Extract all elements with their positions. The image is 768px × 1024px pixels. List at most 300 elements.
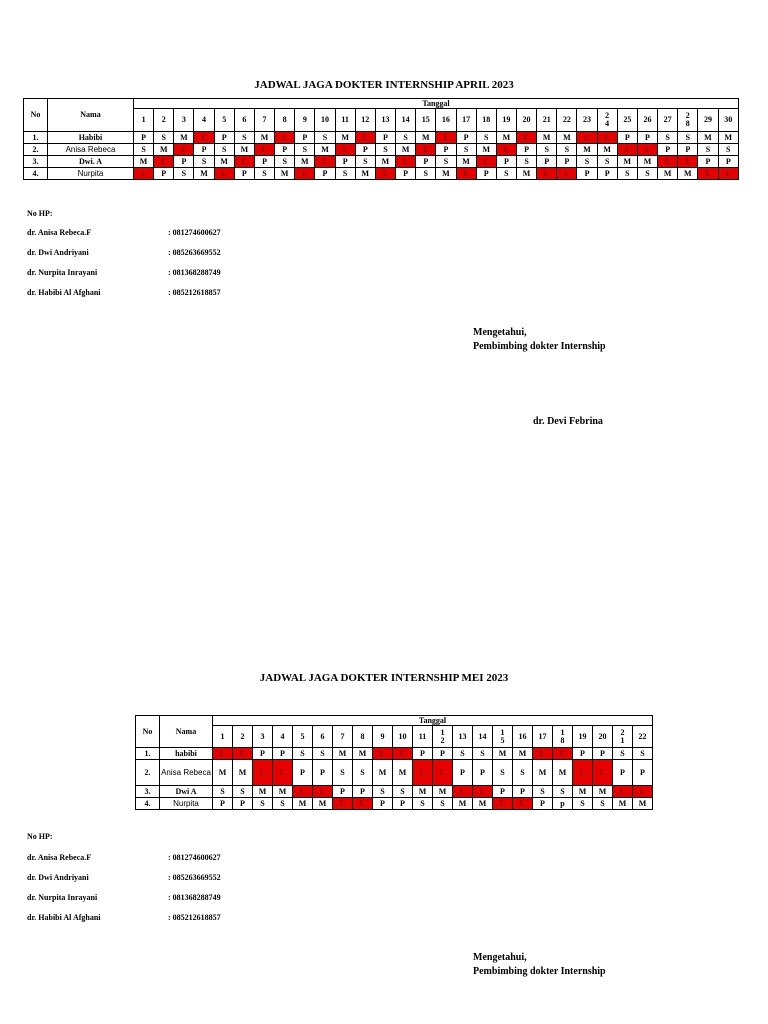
shift-cell: M (516, 168, 536, 180)
shift-cell: L (613, 786, 633, 798)
shift-cell: S (273, 798, 293, 810)
shift-cell: S (233, 786, 253, 798)
day-header: 17 (456, 109, 476, 132)
shift-cell: M (233, 760, 253, 786)
shift-cell: P (637, 132, 657, 144)
row-number: 4. (24, 168, 48, 180)
shift-cell: M (453, 798, 473, 810)
shift-cell: S (593, 798, 613, 810)
row-number: 3. (136, 786, 160, 798)
shift-cell: L (275, 132, 295, 144)
shift-cell: M (597, 144, 617, 156)
day-header: 1 2 (433, 726, 453, 748)
shift-cell: M (436, 168, 456, 180)
shift-cell: S (433, 798, 453, 810)
shift-cell: M (194, 168, 214, 180)
shift-cell: P (633, 760, 653, 786)
shift-cell: M (637, 156, 657, 168)
contact-row (27, 248, 327, 258)
shift-cell: S (333, 760, 353, 786)
shift-cell: P (698, 156, 718, 168)
shift-cell: L (213, 748, 233, 760)
shift-cell: P (396, 168, 416, 180)
shift-cell: P (533, 798, 553, 810)
shift-cell: L (597, 132, 617, 144)
april-sign-line2: Pembimbing dokter Internship (473, 341, 606, 352)
shift-cell: M (253, 786, 273, 798)
shift-cell: P (393, 798, 413, 810)
shift-cell: L (293, 786, 313, 798)
shift-cell: L (513, 798, 533, 810)
shift-cell: L (295, 168, 315, 180)
day-header: 18 (476, 109, 496, 132)
shift-cell: M (533, 760, 553, 786)
shift-cell: L (315, 156, 335, 168)
day-header: 4 (273, 726, 293, 748)
shift-cell: L (393, 748, 413, 760)
shift-cell: p (553, 798, 573, 810)
shift-cell: S (637, 168, 657, 180)
mei-sign-line1: Mengetahui, (473, 952, 527, 963)
shift-cell: S (537, 144, 557, 156)
shift-cell: P (537, 156, 557, 168)
shift-cell: M (234, 144, 254, 156)
shift-cell: L (453, 786, 473, 798)
shift-cell: L (637, 144, 657, 156)
shift-cell: S (553, 786, 573, 798)
shift-cell: M (678, 168, 698, 180)
shift-cell: M (214, 156, 234, 168)
shift-cell: L (353, 798, 373, 810)
shift-cell: S (174, 168, 194, 180)
day-header: 2 (154, 109, 174, 132)
schedule-row (24, 156, 739, 168)
shift-cell: L (557, 168, 577, 180)
shift-cell: P (213, 798, 233, 810)
contact-row (27, 288, 327, 298)
shift-cell: L (313, 786, 333, 798)
header-tanggal: Tanggal (134, 99, 739, 109)
contact-name: dr. Dwi Andriyani (27, 248, 89, 257)
day-header: 27 (658, 109, 678, 132)
shift-cell: L (496, 144, 516, 156)
shift-cell: M (315, 144, 335, 156)
day-header: 10 (393, 726, 413, 748)
row-number: 3. (24, 156, 48, 168)
day-header: 1 8 (553, 726, 573, 748)
shift-cell: M (433, 786, 453, 798)
shift-cell: P (355, 144, 375, 156)
shift-cell: L (718, 168, 738, 180)
day-header: 1 (134, 109, 154, 132)
header-tanggal: Tanggal (213, 716, 653, 726)
shift-cell: P (658, 144, 678, 156)
shift-cell: L (273, 760, 293, 786)
shift-cell: L (533, 748, 553, 760)
day-header: 30 (718, 109, 738, 132)
shift-cell: P (433, 748, 453, 760)
shift-cell: L (254, 144, 274, 156)
contact-phone: : 085263669552 (168, 248, 221, 257)
shift-cell: L (593, 760, 613, 786)
shift-cell: M (373, 760, 393, 786)
schedule-row (24, 132, 739, 144)
shift-cell: P (134, 132, 154, 144)
shift-cell: S (617, 168, 637, 180)
shift-cell: M (577, 144, 597, 156)
shift-cell: P (493, 786, 513, 798)
contact-name: dr. Nurpita Inrayani (27, 268, 98, 277)
shift-cell: M (174, 132, 194, 144)
shift-cell: S (416, 168, 436, 180)
contact-phone: : 081274600627 (168, 228, 221, 237)
shift-cell: S (396, 132, 416, 144)
shift-cell: M (273, 786, 293, 798)
day-header: 9 (373, 726, 393, 748)
day-header: 14 (396, 109, 416, 132)
contact-row (27, 853, 327, 863)
shift-cell: S (698, 144, 718, 156)
shift-cell: P (557, 156, 577, 168)
shift-cell: M (416, 132, 436, 144)
day-header: 17 (533, 726, 553, 748)
shift-cell: S (493, 760, 513, 786)
shift-cell: M (473, 798, 493, 810)
shift-cell: S (335, 168, 355, 180)
row-number: 1. (24, 132, 48, 144)
day-header: 26 (637, 109, 657, 132)
shift-cell: P (313, 760, 333, 786)
day-header: 29 (698, 109, 718, 132)
row-number: 2. (136, 760, 160, 786)
shift-cell: S (154, 132, 174, 144)
day-header: 6 (234, 109, 254, 132)
shift-cell: M (593, 786, 613, 798)
shift-cell: S (496, 168, 516, 180)
shift-cell: L (214, 168, 234, 180)
day-header: 11 (335, 109, 355, 132)
shift-cell: P (233, 798, 253, 810)
shift-cell: S (293, 748, 313, 760)
shift-cell: S (678, 132, 698, 144)
shift-cell: P (295, 132, 315, 144)
shift-cell: S (573, 798, 593, 810)
mei-sign-line2: Pembimbing dokter Internship (473, 966, 606, 977)
doctor-name: Anisa Rebeca (160, 760, 213, 786)
shift-cell: L (396, 156, 416, 168)
schedule-row (24, 168, 739, 180)
shift-cell: S (476, 132, 496, 144)
shift-cell: M (613, 798, 633, 810)
shift-cell: L (516, 132, 536, 144)
shift-cell: P (413, 748, 433, 760)
shift-cell: L (633, 786, 653, 798)
shift-cell: S (234, 132, 254, 144)
contact-name: dr. Nurpita Inrayani (27, 893, 98, 902)
shift-cell: P (293, 760, 313, 786)
day-header: 9 (295, 109, 315, 132)
shift-cell: L (658, 156, 678, 168)
shift-cell: M (617, 156, 637, 168)
shift-cell: S (373, 786, 393, 798)
shift-cell: M (275, 168, 295, 180)
shift-cell: P (174, 156, 194, 168)
shift-cell: P (275, 144, 295, 156)
doctor-name: Anisa Rebeca (48, 144, 134, 156)
shift-cell: L (698, 168, 718, 180)
shift-cell: P (496, 156, 516, 168)
shift-cell: L (577, 132, 597, 144)
shift-cell: L (617, 144, 637, 156)
shift-cell: L (134, 168, 154, 180)
doctor-name: Dwi. A (48, 156, 134, 168)
shift-cell: S (718, 144, 738, 156)
shift-cell: L (233, 748, 253, 760)
shift-cell: S (577, 156, 597, 168)
shift-cell: P (573, 748, 593, 760)
day-header: 5 (293, 726, 313, 748)
shift-cell: P (597, 168, 617, 180)
shift-cell: S (473, 748, 493, 760)
day-header: 13 (453, 726, 473, 748)
shift-cell: P (234, 168, 254, 180)
shift-cell: S (456, 144, 476, 156)
shift-cell: L (154, 156, 174, 168)
shift-cell: M (154, 144, 174, 156)
shift-cell: S (393, 786, 413, 798)
shift-cell: M (573, 786, 593, 798)
shift-cell: P (416, 156, 436, 168)
doctor-name: Nurpita (160, 798, 213, 810)
shift-cell: P (335, 156, 355, 168)
shift-cell: P (473, 760, 493, 786)
april-signer-name: dr. Devi Febrina (533, 416, 603, 427)
contact-row (27, 268, 327, 278)
shift-cell: P (194, 144, 214, 156)
day-header: 7 (254, 109, 274, 132)
shift-cell: S (658, 132, 678, 144)
day-header: 14 (473, 726, 493, 748)
shift-cell: S (213, 786, 233, 798)
day-header: 19 (573, 726, 593, 748)
shift-cell: S (513, 760, 533, 786)
day-header: 5 (214, 109, 234, 132)
shift-cell: L (436, 132, 456, 144)
shift-cell: P (476, 168, 496, 180)
shift-cell: P (373, 798, 393, 810)
april-sign-line1: Mengetahui, (473, 327, 527, 338)
shift-cell: S (633, 748, 653, 760)
doctor-name: Nurpita (48, 168, 134, 180)
day-header: 8 (353, 726, 373, 748)
shift-cell: M (698, 132, 718, 144)
day-header: 13 (375, 109, 395, 132)
shift-cell: S (613, 748, 633, 760)
contact-name: dr. Habibi Al Afghani (27, 288, 101, 297)
schedule-row (136, 786, 653, 798)
shift-cell: M (633, 798, 653, 810)
day-header: 3 (174, 109, 194, 132)
day-header: 1 5 (493, 726, 513, 748)
day-header: 12 (355, 109, 375, 132)
contact-row (27, 913, 327, 923)
shift-cell: P (456, 132, 476, 144)
april-schedule-table (23, 98, 739, 180)
shift-cell: M (557, 132, 577, 144)
day-header: 20 (593, 726, 613, 748)
shift-cell: L (333, 798, 353, 810)
day-header: 25 (617, 109, 637, 132)
shift-cell: L (456, 168, 476, 180)
shift-cell: M (396, 144, 416, 156)
day-header: 16 (513, 726, 533, 748)
shift-cell: S (214, 144, 234, 156)
shift-cell: S (355, 156, 375, 168)
april-title: JADWAL JAGA DOKTER INTERNSHIP APRIL 2023 (254, 79, 514, 91)
shift-cell: L (174, 144, 194, 156)
shift-cell: P (353, 786, 373, 798)
schedule-row (24, 144, 739, 156)
schedule-row (136, 760, 653, 786)
day-header: 15 (416, 109, 436, 132)
header-nama: Nama (48, 99, 134, 132)
day-header: 10 (315, 109, 335, 132)
contact-row (27, 228, 327, 238)
contact-name: dr. Anisa Rebeca.F (27, 228, 92, 237)
day-header: 2 8 (678, 109, 698, 132)
shift-cell: S (275, 156, 295, 168)
day-header: 23 (577, 109, 597, 132)
shift-cell: M (718, 132, 738, 144)
day-header: 7 (333, 726, 353, 748)
day-header: 3 (253, 726, 273, 748)
mei-schedule-table (135, 715, 653, 810)
shift-cell: M (537, 132, 557, 144)
contact-name: dr. Dwi Andriyani (27, 873, 89, 882)
shift-cell: L (476, 156, 496, 168)
shift-cell: S (375, 144, 395, 156)
shift-cell: L (678, 156, 698, 168)
schedule-row (136, 798, 653, 810)
doctor-name: Habibi (48, 132, 134, 144)
shift-cell: S (597, 156, 617, 168)
shift-cell: P (253, 748, 273, 760)
shift-cell: P (453, 760, 473, 786)
shift-cell: L (473, 786, 493, 798)
shift-cell: P (513, 786, 533, 798)
day-header: 1 (213, 726, 233, 748)
shift-cell: M (413, 786, 433, 798)
shift-cell: L (234, 156, 254, 168)
shift-cell: M (456, 156, 476, 168)
shift-cell: P (436, 144, 456, 156)
shift-cell: M (213, 760, 233, 786)
shift-cell: S (253, 798, 273, 810)
day-header: 8 (275, 109, 295, 132)
day-header: 22 (633, 726, 653, 748)
contact-row (27, 873, 327, 883)
shift-cell: S (194, 156, 214, 168)
shift-cell: M (134, 156, 154, 168)
contact-phone: : 085212618857 (168, 288, 221, 297)
contact-name: dr. Habibi Al Afghani (27, 913, 101, 922)
shift-cell: S (436, 156, 456, 168)
day-header: 21 (537, 109, 557, 132)
shift-cell: M (313, 798, 333, 810)
contacts-label: No HP: (27, 209, 53, 218)
shift-cell: M (355, 168, 375, 180)
shift-cell: M (476, 144, 496, 156)
shift-cell: P (333, 786, 353, 798)
shift-cell: P (593, 748, 613, 760)
shift-cell: M (393, 760, 413, 786)
day-header: 6 (313, 726, 333, 748)
header-no: No (24, 99, 48, 132)
header-no: No (136, 716, 160, 748)
contact-phone: : 081274600627 (168, 853, 221, 862)
day-header: 2 (233, 726, 253, 748)
shift-cell: M (493, 748, 513, 760)
shift-cell: P (254, 156, 274, 168)
shift-cell: M (353, 748, 373, 760)
doctor-name: Dwi A (160, 786, 213, 798)
shift-cell: L (413, 760, 433, 786)
schedule-row (136, 748, 653, 760)
shift-cell: L (253, 760, 273, 786)
shift-cell: M (333, 748, 353, 760)
day-header: 2 4 (597, 109, 617, 132)
contact-name: dr. Anisa Rebeca.F (27, 853, 92, 862)
shift-cell: L (573, 760, 593, 786)
shift-cell: L (537, 168, 557, 180)
shift-cell: P (154, 168, 174, 180)
shift-cell: S (516, 156, 536, 168)
shift-cell: L (194, 132, 214, 144)
shift-cell: P (315, 168, 335, 180)
day-header: 11 (413, 726, 433, 748)
shift-cell: S (254, 168, 274, 180)
row-number: 1. (136, 748, 160, 760)
contacts-label: No HP: (27, 832, 53, 841)
shift-cell: M (295, 156, 315, 168)
shift-cell: M (496, 132, 516, 144)
row-number: 2. (24, 144, 48, 156)
header-nama: Nama (160, 716, 213, 748)
day-header: 20 (516, 109, 536, 132)
shift-cell: P (718, 156, 738, 168)
row-number: 4. (136, 798, 160, 810)
mei-title: JADWAL JAGA DOKTER INTERNSHIP MEI 2023 (259, 672, 509, 684)
shift-cell: S (134, 144, 154, 156)
day-header: 4 (194, 109, 214, 132)
shift-cell: M (293, 798, 313, 810)
day-header: 19 (496, 109, 516, 132)
shift-cell: M (254, 132, 274, 144)
contact-row (27, 893, 327, 903)
shift-cell: P (617, 132, 637, 144)
contact-phone: : 085212618857 (168, 913, 221, 922)
shift-cell: S (313, 748, 333, 760)
shift-cell: P (273, 748, 293, 760)
contact-phone: : 085263669552 (168, 873, 221, 882)
shift-cell: M (335, 132, 355, 144)
shift-cell: L (433, 760, 453, 786)
shift-cell: P (214, 132, 234, 144)
doctor-name: habibi (160, 748, 213, 760)
shift-cell: M (513, 748, 533, 760)
shift-cell: M (375, 156, 395, 168)
day-header: 16 (436, 109, 456, 132)
